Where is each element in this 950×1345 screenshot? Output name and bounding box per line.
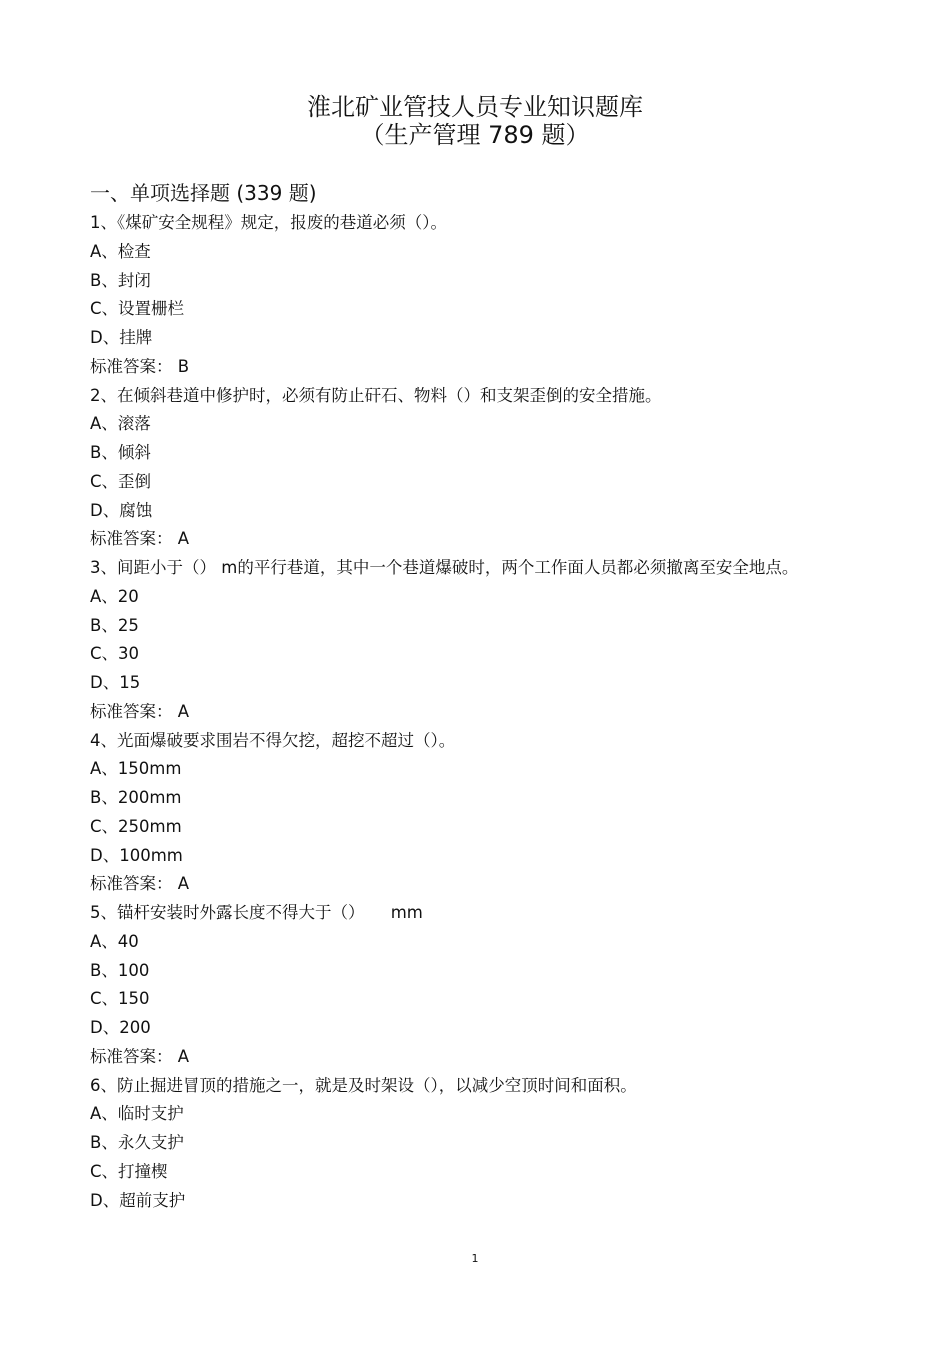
answer: 标准答案： A	[90, 529, 190, 549]
option: D、15	[90, 673, 141, 692]
option: D、200	[90, 1018, 151, 1037]
option: D、100mm	[90, 845, 183, 865]
option: B、100	[90, 960, 150, 980]
option: A、临时支护	[90, 1104, 184, 1124]
option: A、检查	[90, 241, 151, 261]
option: B、封闭	[90, 270, 151, 290]
answer: 标准答案： A	[90, 874, 190, 894]
option: B、永久支护	[90, 1133, 184, 1152]
answer: 标准答案： A	[90, 701, 190, 721]
option: B、倾斜	[90, 443, 151, 462]
section-heading: 一、单项选择题 (339 题)	[90, 181, 317, 205]
question-stem: 6、防止掘进冒顶的措施之一，就是及时架设（），以减少空顶时间和面积。	[90, 1075, 637, 1095]
option: C、设置栅栏	[90, 299, 185, 319]
option: D、超前支护	[90, 1190, 186, 1210]
option: D、腐蚀	[90, 500, 153, 520]
question-stem: 2、在倾斜巷道中修护时，必须有防止矸石、物料（）和支架歪倒的安全措施。	[90, 385, 662, 405]
question-stem: 5、锚杆安装时外露长度不得大于（） mm	[90, 903, 423, 922]
question-list	[90, 209, 830, 1215]
document-title: 淮北矿业管技人员专业知识题库	[307, 93, 643, 121]
option: A、40	[90, 931, 139, 951]
option: A、150mm	[90, 759, 182, 779]
question-stem: 1、《煤矿安全规程》规定，报废的巷道必须（）。	[90, 213, 447, 232]
option: C、250mm	[90, 816, 182, 836]
document-subtitle: （生产管理 789 题）	[360, 121, 590, 149]
answer: 标准答案： A	[90, 1046, 190, 1066]
option: A、滚落	[90, 414, 151, 434]
option: B、200mm	[90, 788, 182, 807]
option: B、25	[90, 615, 139, 635]
page-number: 1	[471, 1252, 479, 1265]
question-stem: 4、光面爆破要求围岩不得欠挖，超挖不超过（）。	[90, 730, 456, 750]
option: A、20	[90, 586, 139, 606]
option: C、30	[90, 644, 140, 664]
answer: 标准答案： B	[90, 356, 190, 376]
option: D、挂牌	[90, 328, 153, 347]
option: C、150	[90, 989, 150, 1009]
option: C、打撞楔	[90, 1161, 168, 1181]
question-stem: 3、间距小于（） m的平行巷道，其中一个巷道爆破时，两个工作面人员都必须撤离至安全地点。	[90, 558, 799, 577]
option: C、歪倒	[90, 471, 152, 491]
